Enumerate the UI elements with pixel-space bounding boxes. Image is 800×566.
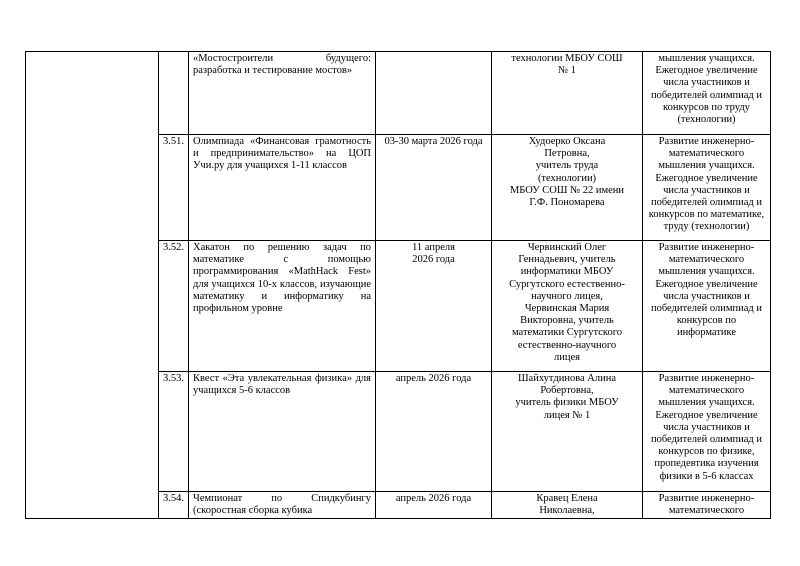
event-responsible: Худоерко Оксана Петровна, учитель труда (технологии) МБОУ СОШ № 22 имени Г.Ф. Пономарева xyxy=(492,135,643,241)
row-number: 3.54. xyxy=(159,492,189,519)
row-number: 3.52. xyxy=(159,241,189,372)
event-name: Квест «Эта увлекательная физика» для учащихся 5-6 классов xyxy=(189,372,376,492)
event-date: 11 апреля 2026 года xyxy=(376,241,492,372)
event-responsible: Кравец Елена Николаевна, xyxy=(492,492,643,519)
event-name: Олимпиада «Финансовая грамотность и предпринимательство» на ЦОП Учи.ру для учащихся 1-11 классов xyxy=(189,135,376,241)
event-date: апрель 2026 года xyxy=(376,492,492,519)
row-number: 3.51. xyxy=(159,135,189,241)
events-table xyxy=(25,51,771,519)
event-result: Развитие инженерно- математического мышления учащихся. Ежегодное увеличение числа участников и победителей олимпиад и конкурсов по математике, труду (технологии) xyxy=(643,135,771,241)
table-row xyxy=(26,52,771,135)
row-number: 3.53. xyxy=(159,372,189,492)
event-responsible: Червинский Олег Геннадьевич, учитель информатики МБОУ Сургутского естественно- научного лицея, Червинская Мария Викторовна, учитель математики Сургутского естественно-научного лицея xyxy=(492,241,643,372)
event-result: Развитие инженерно- математического xyxy=(643,492,771,519)
event-responsible: Шайхутдинова Алина Робертовна, учитель физики МБОУ лицея № 1 xyxy=(492,372,643,492)
event-date: 03-30 марта 2026 года xyxy=(376,135,492,241)
event-responsible: технологии МБОУ СОШ № 1 xyxy=(492,52,643,135)
event-date xyxy=(376,52,492,135)
event-result: Развитие инженерно- математического мышления учащихся. Ежегодное увеличение числа участников и победителей олимпиад и конкурсов по информатике xyxy=(643,241,771,372)
row-number xyxy=(159,52,189,135)
event-date: апрель 2026 года xyxy=(376,372,492,492)
event-name: Чемпионат по Спидкубингу (скоростная сборка кубика xyxy=(189,492,376,519)
merged-left-cell xyxy=(26,52,159,519)
event-name: Хакатон по решению задач по математике с помощью программирования «MathHack Fest» для учащихся 10-х классов, изучающие математику и информатику на профильном уровне xyxy=(189,241,376,372)
event-result: мышления учащихся. Ежегодное увеличение числа участников и победителей олимпиад и конкурсов по труду (технологии) xyxy=(643,52,771,135)
event-result: Развитие инженерно- математического мышления учащихся. Ежегодное увеличение числа участников и победителей олимпиад и конкурсов по физике, пропедевтика изучения физики в 5-6 классах xyxy=(643,372,771,492)
event-name: «Мостостроители будущего: разработка и тестирование мостов» xyxy=(189,52,376,135)
